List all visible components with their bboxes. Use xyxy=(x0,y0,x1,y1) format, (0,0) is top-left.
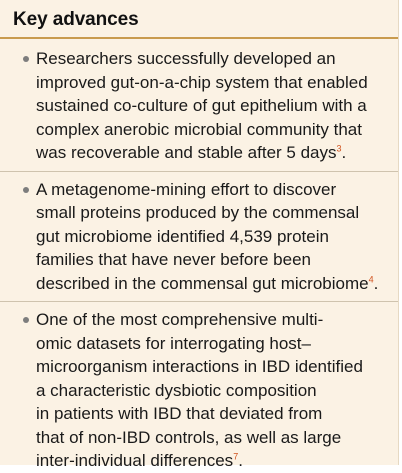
item-line: families that have never before been xyxy=(36,250,312,269)
list-item xyxy=(23,308,395,473)
item-line-text: was recoverable and stable after 5 days xyxy=(36,143,337,162)
item-line: improved gut-on-a-chip system that enabled xyxy=(36,72,368,92)
item-line-text: described in the commensal gut microbiome xyxy=(36,273,369,293)
list-item xyxy=(23,178,395,296)
citation-ref[interactable]: 7 xyxy=(233,451,239,462)
item-line: a characteristic dysbiotic composition xyxy=(36,380,317,400)
item-end: . xyxy=(341,143,347,162)
item-end: . xyxy=(238,451,243,470)
item-line: One of the most comprehensive multi- xyxy=(36,310,324,329)
citation-ref[interactable]: 4 xyxy=(368,273,374,284)
item-line: sustained co-culture of gut epithelium with a xyxy=(36,96,367,115)
item-end: . xyxy=(373,273,379,293)
bullet-icon xyxy=(23,187,29,193)
citation-ref[interactable]: 3 xyxy=(336,143,342,154)
item-line: small proteins produced by the commensal xyxy=(36,203,360,222)
title-rule xyxy=(0,37,398,39)
item-line: that of non-IBD controls, as well as large xyxy=(36,427,342,447)
item-divider xyxy=(0,171,398,172)
bullet-icon xyxy=(23,56,29,62)
item-line: omic datasets for interrogating host– xyxy=(36,333,311,353)
box-title: Key advances xyxy=(13,9,139,30)
item-line: microorganism interactions in IBD identified xyxy=(36,357,363,376)
bullet-icon xyxy=(23,317,29,323)
list-item xyxy=(23,47,395,165)
item-line: gut microbiome identified 4,539 protein xyxy=(36,226,329,246)
item-line: A metagenome-mining effort to discover xyxy=(36,179,337,199)
item-line-last xyxy=(36,449,395,473)
item-line-text: inter-individual differences xyxy=(36,451,234,470)
item-line-last xyxy=(36,141,395,165)
item-line: in patients with IBD that deviated from xyxy=(36,404,323,423)
item-line-last xyxy=(36,272,395,296)
item-line: Researchers successfully developed an xyxy=(36,49,336,68)
item-line: complex anerobic microbial community that xyxy=(36,119,362,139)
item-divider xyxy=(0,301,398,302)
advances-list xyxy=(23,47,395,473)
